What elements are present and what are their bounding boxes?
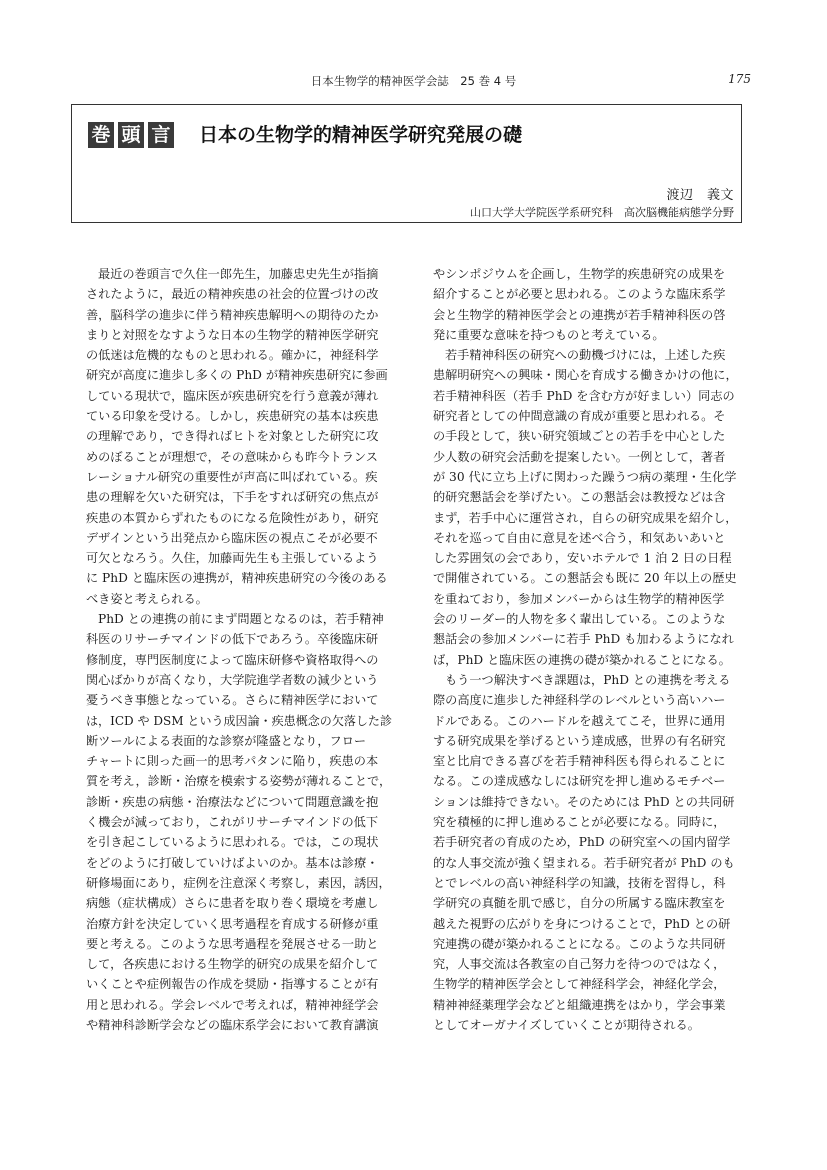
- body-text-line: デザインという出発点から臨床医の視点こそが必要不: [86, 530, 378, 545]
- body-text-line: の理解であり，でき得ればヒトを対象とした研究に攻: [86, 429, 379, 444]
- body-text-line: を重ねており，参加メンバーからは生物学的精神医学: [433, 591, 725, 606]
- body-text-line: に PhD と臨床医の連携が，精神疾患研究の今後のある: [86, 571, 388, 586]
- body-text-line: 質を考え，診断・治療を模索する姿勢が薄れることで，: [86, 774, 392, 789]
- body-text-line: としてオーガナイズしていくことが期待される。: [433, 1017, 700, 1032]
- body-text-line: する研究成果を挙げるという達成感，世界の有名研究: [433, 733, 726, 748]
- body-text-line: まりと対照をなすような日本の生物学的精神医学研究: [86, 327, 379, 342]
- body-text-line: めのぼることが理想で，その意味からも昨今トランス: [86, 449, 378, 464]
- body-text-line: 的研究懇話会を挙げたい。この懇話会は教授などは含: [433, 490, 726, 505]
- body-text-line: 的な人事交流が強く望まれる。若手研究者が PhD のも: [433, 855, 735, 870]
- body-text-line: まず，若手中心に運営され，自らの研究成果を紹介し，: [433, 510, 738, 525]
- body-text-line: 病態（症状構成）さらに患者を取り巻く環境を考慮し: [86, 896, 379, 911]
- body-text-line: チャートに則った画一的思考パタンに陥り，疾患の本: [86, 754, 379, 769]
- article-title: 日本の生物学的精神医学研究発展の礎: [199, 124, 523, 146]
- body-text-line: 憂うべき事態となっている。さらに精神医学において: [86, 693, 379, 708]
- body-text-line: もう一つ解決すべき課題は，PhD との連携を考える: [445, 672, 731, 687]
- body-text-line: 研究が高度に進歩し多くの PhD が精神疾患研究に参画: [86, 368, 388, 383]
- body-text-line: 関心ばかりが高くなり，大学院進学者数の減少という: [86, 672, 379, 687]
- body-text-line: した雰囲気の会であり，安いホテルで 1 泊 2 日の日程: [433, 551, 732, 566]
- body-text-line: 生物学的精神医学会として神経科学会，神経化学会，: [433, 977, 726, 992]
- body-text-line: いくことや症例報告の作成を奨励・指導することが有: [86, 977, 379, 992]
- body-text-line: 可欠となろう。久住，加藤両先生も主張しているよう: [86, 551, 379, 566]
- body-text-line: 善，脳科学の進歩に伴う精神疾患解明への期待のたか: [86, 307, 379, 322]
- body-text-line: とでレベルの高い神経科学の知識，技術を習得し，科: [433, 875, 726, 890]
- body-text-line: ションは維持できない。そのためには PhD との共同研: [433, 794, 735, 809]
- body-text-line: の手段として，狭い研究領域ごとの若手を中心とした: [433, 429, 726, 444]
- body-text-line: 科医のリサーチマインドの低下であろう。卒後臨床研: [86, 632, 379, 647]
- section-label: [88, 122, 174, 148]
- body-text-line: 疾患の本質からずれたものになる危険性があり，研究: [86, 510, 379, 525]
- body-text-line: 用と思われる。学会レベルで考えれば，精神神経学会: [86, 997, 379, 1012]
- body-text-line: それを巡って自由に意見を述べ合う，和気あいあいと: [433, 530, 726, 545]
- body-text-line: されたように，最近の精神疾患の社会的位置づけの改: [86, 287, 379, 302]
- body-text-line: 若手精神科医の研究への動機づけには，上述した疾: [445, 348, 726, 363]
- body-text-line: 究連携の礎が築かれることになる。このような共同研: [433, 936, 726, 951]
- body-text-line: 室と比肩できる喜びを若手精神科医も得られることに: [433, 754, 726, 769]
- body-text-line: で開催されている。この懇話会も既に 20 年以上の歴史: [433, 571, 737, 586]
- section-label-char: 言: [148, 122, 174, 148]
- body-column-left: [86, 264, 392, 1035]
- author-affiliation: 山口大学大学院医学系研究科 高次脳機能病態学分野: [470, 206, 734, 219]
- body-text-line: 会のリーダー的人物を多く輩出している。このような: [433, 612, 726, 627]
- body-text-line: をどのように打破していけばよいのか。基本は診療・: [86, 855, 379, 870]
- body-text-line: 会と生物学的精神医学会との連携が若手精神科医の啓: [433, 307, 726, 322]
- body-text-line: 患の理解を欠いた研究は，下手をすれば研究の焦点が: [86, 490, 379, 505]
- body-text-line: 際の高度に進歩した神経科学のレベルという高いハー: [433, 693, 726, 708]
- body-text-line: 精神神経薬理学会などと組織連携をはかり，学会事業: [433, 997, 726, 1012]
- author-name: 渡辺 義文: [666, 188, 734, 203]
- body-text-line: ドルである。このハードルを越えてこそ，世界に通用: [433, 713, 726, 728]
- section-label-char: 頭: [118, 122, 144, 148]
- body-text-line: している現状で，臨床医が疾患研究を行う意義が薄れ: [86, 388, 379, 403]
- title-box: [71, 104, 742, 223]
- body-text-line: 若手研究者の育成のため，PhD の研究室への国内留学: [433, 835, 731, 850]
- body-text-line: を引き起こしているように思われる。では，この現状: [86, 835, 379, 850]
- body-text-line: は，ICD や DSM という成因論・疾患概念の欠落した診: [86, 713, 392, 728]
- body-text-line: やシンポジウムを企画し，生物学的疾患研究の成果を: [433, 267, 726, 281]
- body-text-line: ば，PhD と臨床医の連携の礎が築かれることになる。: [433, 652, 731, 667]
- body-text-line: PhD との連携の前にまず問題となるのは，若手精神: [98, 612, 384, 627]
- body-text-line: 患解明研究への興味・関心を育成する働きかけの他に，: [433, 368, 738, 383]
- body-text-line: や精神科診断学会などの臨床系学会において教育講演: [86, 1017, 379, 1032]
- body-text-line: 研究者としての仲間意識の育成が重要と思われる。そ: [433, 409, 726, 424]
- page-number: 175: [728, 72, 751, 86]
- body-text-line: 少人数の研究会活動を提案したい。一例として，著者: [433, 449, 726, 464]
- section-label-char: 巻: [88, 122, 114, 148]
- journal-title: 日本生物学的精神医学会誌 25 巻 4 号: [310, 74, 517, 88]
- body-text-line: 研修場面にあり，症例を注意深く考察し，素因，誘因，: [86, 875, 391, 890]
- body-text-line: ている印象を受ける。しかし，疾患研究の基本は疾患: [86, 409, 379, 424]
- body-text-line: 診断・疾患の病態・治療法などについて問題意識を抱: [86, 794, 379, 809]
- body-text-line: が 30 代に立ち上げに関わった躁うつ病の薬理・生化学: [433, 469, 737, 484]
- body-column-right: [433, 264, 739, 1035]
- body-text-line: 究，人事交流は各教室の自己努力を待つのではなく，: [433, 957, 726, 972]
- body-text-line: 究を積極的に押し進めることが必要になる。同時に，: [433, 815, 726, 830]
- body-text-line: 断ツールによる表面的な診察が隆盛となり，フロー: [86, 733, 367, 748]
- body-text-line: なる。この達成感なしには研究を押し進めるモチベー: [433, 774, 726, 789]
- body-text-line: 治療方針を決定していく思考過程を育成する研修が重: [86, 916, 379, 931]
- body-text-line: レーショナル研究の重要性が声高に叫ばれている。疾: [86, 469, 378, 484]
- running-header: [0, 71, 827, 89]
- body-text-line: 発に重要な意味を持つものと考えている。: [433, 327, 665, 342]
- body-text-line: 最近の巻頭言で久住一郎先生，加藤忠史先生が指摘: [98, 267, 379, 281]
- body-text-line: く機会が減っており，これがリサーチマインドの低下: [86, 815, 379, 830]
- body-text-line: 若手精神科医（若手 PhD を含む方が好ましい）同志の: [433, 388, 735, 403]
- body-text-line: べき姿と考えられる。: [86, 591, 208, 606]
- body-text-line: 懇話会の参加メンバーに若手 PhD も加わるようになれ: [433, 632, 734, 647]
- body-text-line: 紹介することが必要と思われる。このような臨床系学: [433, 287, 726, 302]
- body-text-line: 学研究の真髄を肌で感じ，自分の所属する臨床教室を: [433, 896, 726, 911]
- body-text-line: して，各疾患における生物学的研究の成果を紹介して: [86, 957, 379, 972]
- body-text-line: 越えた視野の広がりを身につけることで，PhD との研: [433, 916, 731, 931]
- body-text-line: 要と考える。このような思考過程を発展させる一助と: [86, 936, 379, 951]
- body-text-line: 修制度，専門医制度によって臨床研修や資格取得への: [86, 652, 379, 667]
- body-text-line: の低迷は危機的なものと思われる。確かに，神経科学: [86, 348, 379, 363]
